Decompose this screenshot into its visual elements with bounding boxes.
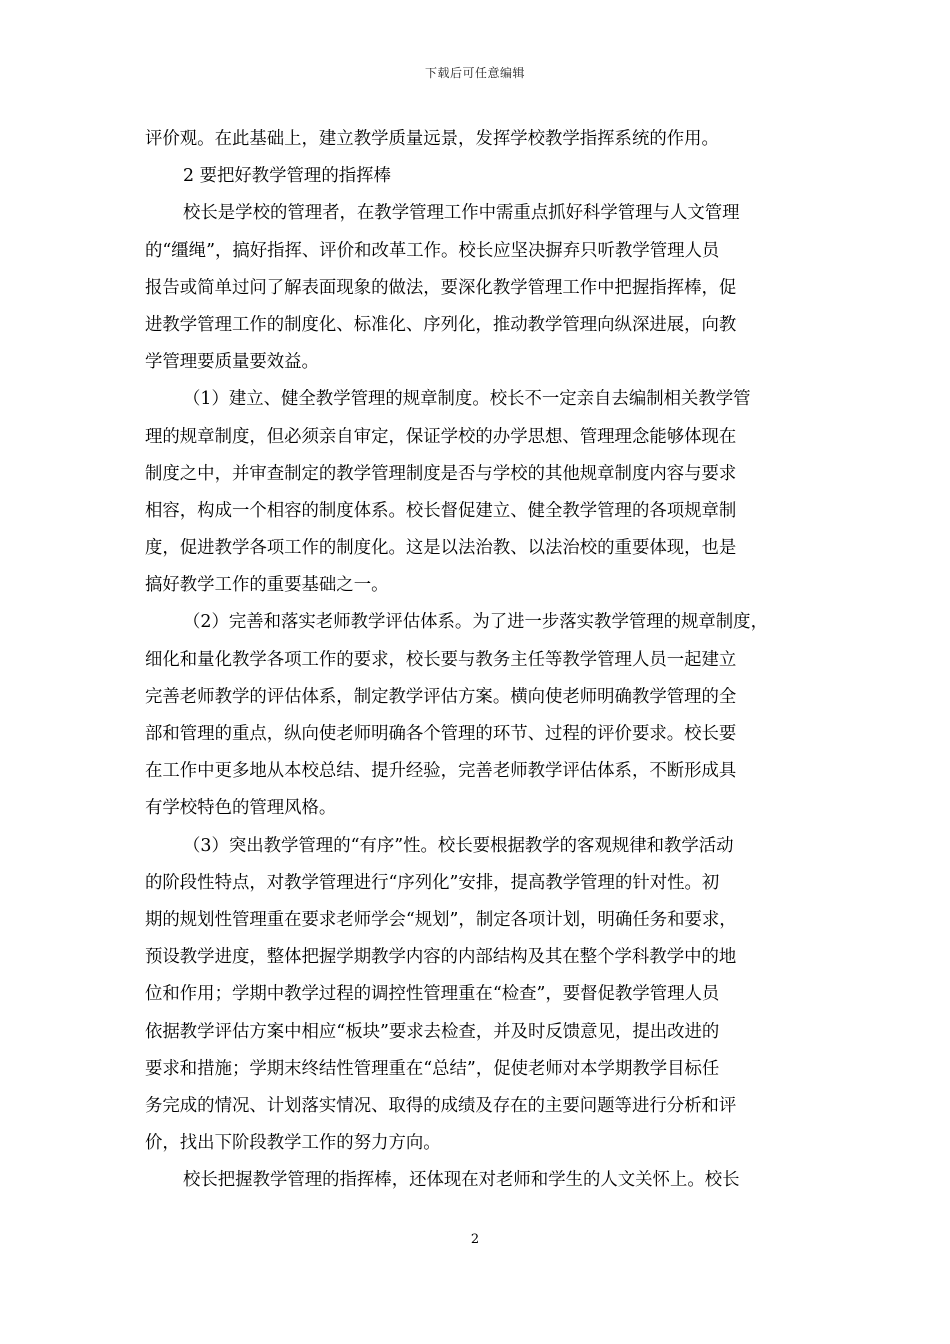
text-line: 依据教学评估方案中相应“板块”要求去检查，并及时反馈意见，提出改进的: [145, 1021, 720, 1042]
text-line: 校长把握教学管理的指挥棒，还体现在对老师和学生的人文关怀上。校长: [183, 1170, 740, 1191]
text-line: 细化和量化教学各项工作的要求，校长要与教务主任等教学管理人员一起建立: [145, 649, 737, 670]
text-line: 位和作用；学期中教学过程的调控性管理重在“检查”，要督促教学管理人员: [145, 984, 720, 1005]
text-line: 度，促进教学各项工作的制度化。这是以法治教、以法治校的重要体现，也是: [145, 538, 737, 559]
text-line: 报告或简单过问了解表面现象的做法，要深化教学管理工作中把握指挥棒，促: [145, 277, 737, 298]
text-line: （1）建立、健全教学管理的规章制度。校长不一定亲自去编制相关教学管: [183, 389, 751, 410]
text-line: 校长是学校的管理者，在教学管理工作中需重点抓好科学管理与人文管理: [183, 203, 740, 224]
body-text: [145, 121, 815, 1199]
text-line: （2）完善和落实老师教学评估体系。为了进一步落实教学管理的规章制度，: [183, 612, 768, 633]
text-line: 在工作中更多地从本校总结、提升经验，完善老师教学评估体系，不断形成具: [145, 761, 737, 782]
text-line: 搞好教学工作的重要基础之一。: [145, 575, 389, 596]
text-line: 期的规划性管理重在要求老师学会“规划”，制定各项计划，明确任务和要求，: [145, 909, 737, 930]
text-line: 部和管理的重点，纵向使老师明确各个管理的环节、过程的评价要求。校长要: [145, 724, 737, 744]
text-line: 学管理要质量要效益。: [145, 352, 319, 373]
text-line: 进教学管理工作的制度化、标准化、序列化，推动教学管理向纵深进展，向教: [145, 314, 737, 335]
page-number: 2: [470, 1232, 480, 1247]
text-line: 制度之中，并审查制定的教学管理制度是否与学校的其他规章制度内容与要求: [145, 463, 737, 484]
text-line: 完善老师教学的评估体系，制定教学评估方案。横向使老师明确教学管理的全: [145, 686, 737, 707]
text-line: 相容，构成一个相容的制度体系。校长督促建立、健全教学管理的各项规章制: [145, 500, 737, 521]
text-line: 务完成的情况、计划落实情况、取得的成绩及存在的主要问题等进行分析和评: [145, 1095, 737, 1116]
text-line: 理的规章制度，但必须亲自审定，保证学校的办学思想、管理理念能够体现在: [145, 426, 737, 447]
text-line: 2 要把好教学管理的指挥棒: [183, 166, 391, 187]
text-line: 的“缰绳”，搞好指挥、评价和改革工作。校长应坚决摒弃只听教学管理人员: [145, 240, 720, 261]
page-header: 下载后可任意编辑: [424, 66, 525, 80]
text-line: 有学校特色的管理风格。: [145, 798, 337, 819]
text-line: （3）突出教学管理的“有序”性。校长要根据教学的客观规律和教学活动: [183, 835, 734, 856]
text-line: 的阶段性特点，对教学管理进行“序列化”安排，提高教学管理的针对性。初: [145, 872, 720, 893]
text-line: 要求和措施；学期末终结性管理重在“总结”，促使老师对本学期教学目标任: [145, 1058, 720, 1079]
text-line: 价，找出下阶段教学工作的努力方向。: [145, 1133, 441, 1154]
text-line: 预设教学进度，整体把握学期教学内容的内部结构及其在整个学科教学中的地: [145, 947, 737, 968]
text-line: 评价观。在此基础上，建立教学质量远景，发挥学校教学指挥系统的作用。: [145, 129, 719, 149]
